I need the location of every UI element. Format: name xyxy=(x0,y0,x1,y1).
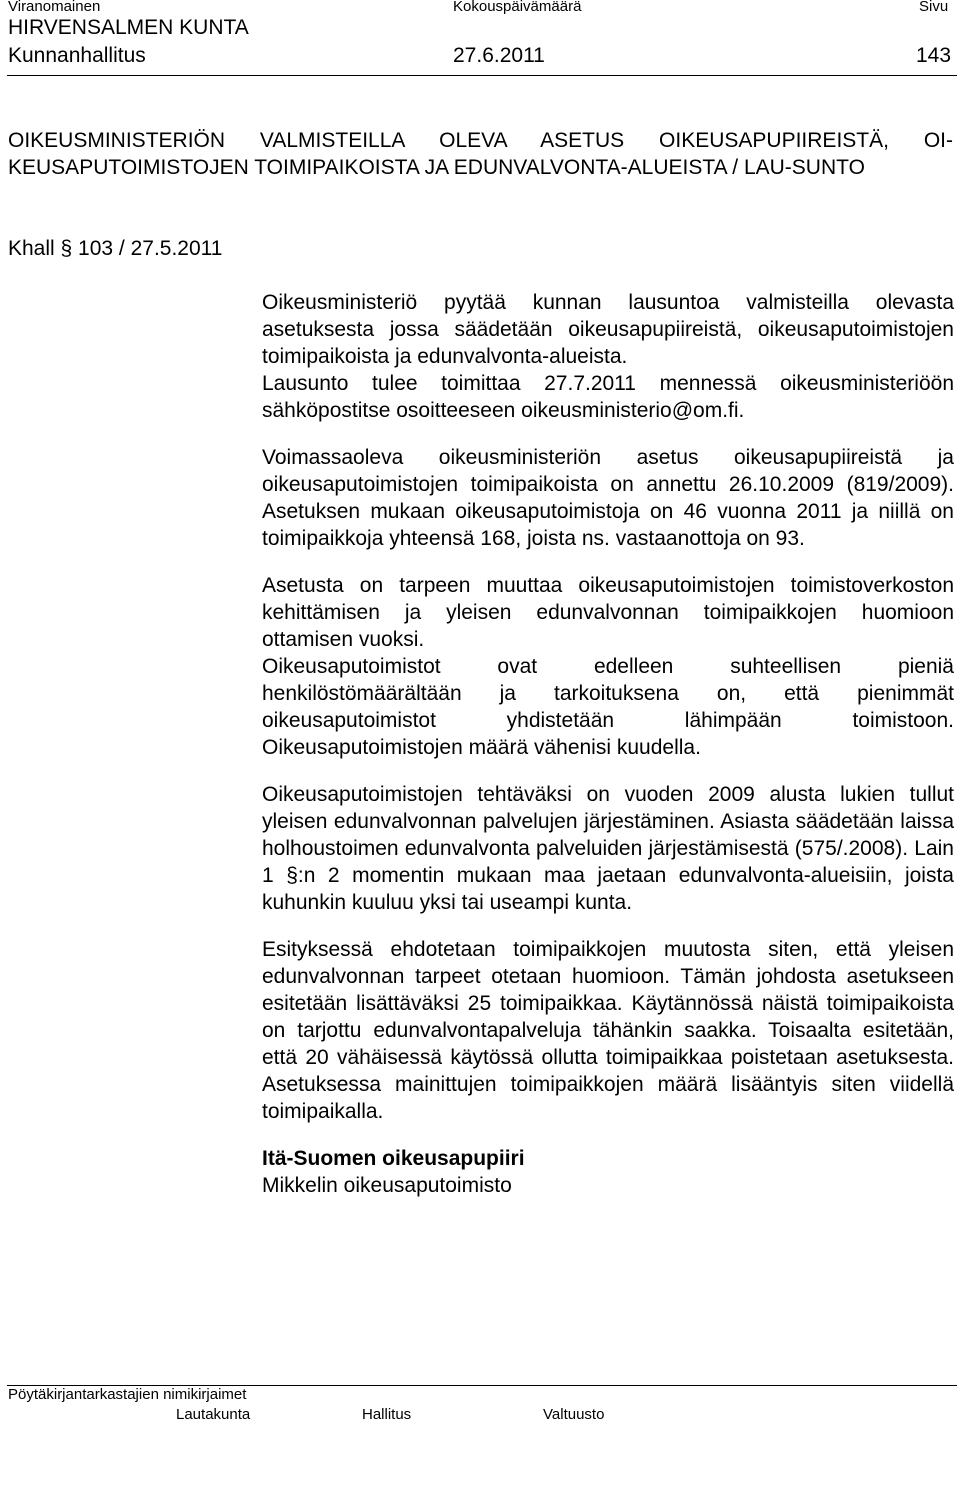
header-label-authority: Viranomainen xyxy=(8,0,101,15)
header-label-page: Sivu xyxy=(919,0,949,15)
footer-col-executive: Hallitus xyxy=(362,1406,412,1423)
main-body xyxy=(262,289,954,1199)
footer-col-board: Lautakunta xyxy=(176,1406,251,1423)
paragraph-current-decree: Voimassaoleva oikeusministeriön asetus oikeusapupiireistä ja oikeusaputoimistojen toimipaikoista on annettu 26.10.2009 (819/2009). Asetuksen mukaan oikeusaputoimistoja on 46 vuonna 2011 ja niillä on toimipaikkoja yhteensä 168, joista ns. vastaanottoja on 93. xyxy=(262,446,954,550)
governing-body: Kunnanhallitus xyxy=(8,44,146,67)
footer-signatures-label: Pöytäkirjantarkastajien nimikirjaimet xyxy=(8,1386,247,1403)
municipality-name: HIRVENSALMEN KUNTA xyxy=(8,16,249,39)
document-title: OIKEUSMINISTERIÖN VALMISTEILLA OLEVA ASETUS OIKEUSAPUPIIREISTÄ, OI-KEUSAPUTOIMISTOJEN TOIMIPAIKOISTA JA EDUNVALVONTA-ALUEISTA / LAU-SUNTO xyxy=(8,129,953,179)
paragraph-guardianship-duties: Oikeusaputoimistojen tehtäväksi on vuoden 2009 alusta lukien tullut yleisen edunvalvonnan palvelujen järjestäminen. Asiasta säädetään laissa holhoustoimen edunvalvonta palveluiden järjestämisestä (575/.2008). Lain 1 §:n 2 momentin mukaan maa jaetaan edunvalvonta-alueisiin, joista kuhunkin kuuluu yksi tai useampi kunta. xyxy=(262,783,954,914)
meeting-date: 27.6.2011 xyxy=(453,44,545,67)
paragraph-need-for-change: Asetusta on tarpeen muuttaa oikeusaputoimistojen toimistoverkoston kehittämisen ja yleisen edunvalvonnan toimipaikkojen huomioon ottamisen vuoksi. xyxy=(262,574,954,651)
paragraph-proposal: Esityksessä ehdotetaan toimipaikkojen muutosta siten, että yleisen edunvalvonnan tarpeet otetaan huomioon. Tämän johdosta asetukseen esitetään lisättäväksi 25 toimipaikkaa. Käytännössä näistä toimipaikoista on tarjottu edunvalvontapalveluja tähänkin saakka. Toisaalta esitetään, että 20 vähäisessä käytössä ollutta toimipaikkaa poistetaan asetuksesta. Asetuksessa mainittujen toimipaikkojen määrä lisääntyis siten viidellä toimipaikalla. xyxy=(262,938,954,1123)
paragraph-deadline: Lausunto tulee toimittaa 27.7.2011 mennessä oikeusministeriöön sähköpostitse osoitteeseen oikeusministerio@om.fi. xyxy=(262,372,954,422)
page-number: 143 xyxy=(916,44,952,67)
district-office: Mikkelin oikeusaputoimisto xyxy=(262,1174,512,1197)
district-heading: Itä-Suomen oikeusapupiiri xyxy=(262,1147,525,1170)
paragraph-office-merge: Oikeusaputoimistot ovat edelleen suhteellisen pieniä henkilöstömäärältään ja tarkoituksena on, että pienimmät oikeusaputoimistot yhdistetään lähimpään toimistoon. Oikeusaputoimistojen määrä vähenisi kuudella. xyxy=(262,655,954,759)
paragraph-request: Oikeusministeriö pyytää kunnan lausuntoa valmisteilla olevasta asetuksesta jossa säädetään oikeusapupiireistä, oikeusaputoimistojen toimipaikoista ja edunvalvonta-alueista. xyxy=(262,291,954,368)
minutes-reference: Khall § 103 / 27.5.2011 xyxy=(8,237,223,260)
footer-col-council: Valtuusto xyxy=(543,1406,605,1423)
header-label-meeting-date: Kokouspäivämäärä xyxy=(453,0,582,15)
header-divider xyxy=(7,75,957,76)
